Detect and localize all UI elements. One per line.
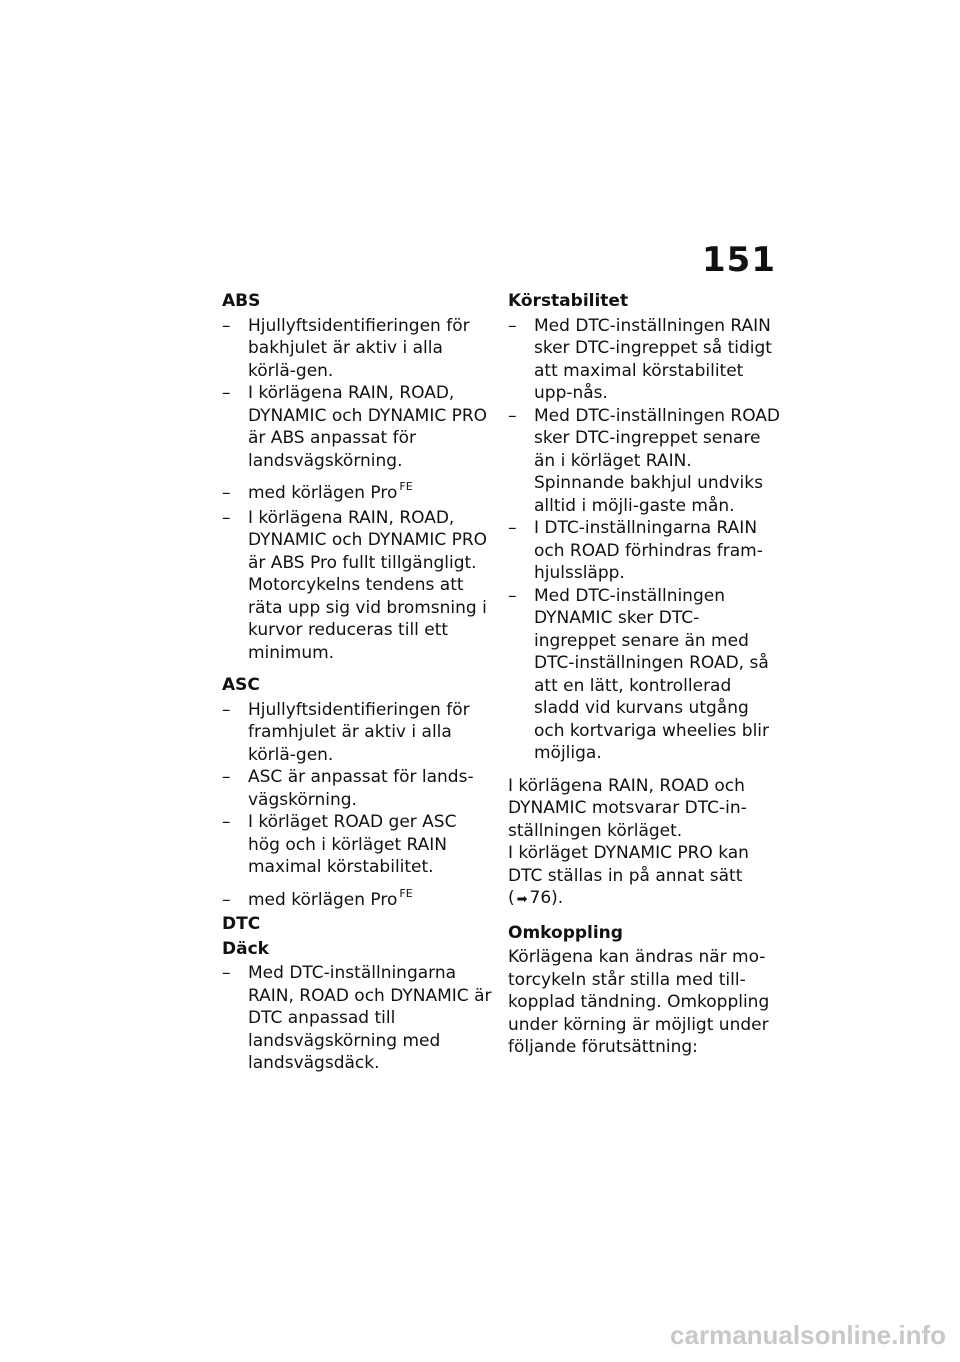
list-item: – Hjullyftsidentifieringen för bakhjulet är aktiv i alla körlä-gen.	[222, 315, 492, 383]
asc-pro-list	[222, 886, 492, 914]
omkoppling-text: Körlägena kan ändras när mo-torcykeln står stilla med till-kopplad tändning. Omkoppling under körning är möjligt under följande förutsättning:	[508, 947, 770, 1057]
paragraph-dtc-mapping: I körlägena RAIN, ROAD och DYNAMIC motsvarar DTC-in-ställningen körläget.	[508, 775, 747, 841]
fe-superscript: FE	[399, 886, 413, 900]
dack-list	[222, 962, 492, 1075]
right-column	[508, 290, 780, 1059]
fe-superscript: FE	[399, 480, 413, 493]
asc-list	[222, 699, 492, 879]
omkoppling-heading: Omkoppling	[508, 922, 623, 943]
abs-pro-label: – med körlägen Pro $^{FE}$	[222, 482, 492, 507]
footer-watermark: carmanualsonline.info	[670, 1320, 946, 1350]
list-item: – Med DTC-inställningen DYNAMIC sker DTC-ingreppet senare än med DTC-inställningen ROAD, så att en lätt, kontrollerad sladd vid kurvans utgång och kortvariga wheelies blir möjliga.	[508, 585, 780, 765]
list-item: – Med DTC-inställningen RAIN sker DTC-ingreppet så tidigt att maximal körstabilitet upp-nås.	[508, 315, 780, 405]
asc-pro-label: – med körlägen Pro $^{FE}$	[222, 889, 492, 914]
asc-heading: ASC	[222, 675, 260, 695]
list-item: – I körlägena RAIN, ROAD, DYNAMIC och DYNAMIC PRO är ABS anpassat för landsvägskörning.	[222, 382, 492, 472]
korstabilitet-heading: Körstabilitet	[508, 291, 629, 311]
page-number: 151	[702, 240, 776, 280]
list-item: – Med DTC-inställningarna RAIN, ROAD och DYNAMIC är DTC anpassad till landsvägskörning med landsvägsdäck.	[222, 962, 492, 1075]
list-item: – I körläget ROAD ger ASC hög och i körläget RAIN maximal körstabilitet.	[222, 811, 492, 879]
abs-heading: ABS	[222, 291, 261, 311]
abs-pro-list	[222, 482, 492, 664]
list-item: – ASC är anpassat för lands-vägskörning.	[222, 766, 492, 811]
list-item: – I DTC-inställningarna RAIN och ROAD förhindras fram-hjulssläpp.	[508, 517, 780, 585]
dtc-heading: DTC	[222, 914, 261, 934]
paragraph-dynamic-pro: I körläget DYNAMIC PRO kan DTC ställas in på annat sätt ( ➡ 76).	[508, 842, 780, 912]
arrow-right-icon: ➡	[516, 892, 528, 907]
abs-list	[222, 315, 492, 473]
korstabilitet-list	[508, 315, 780, 765]
page-reference[interactable]: 76).	[529, 888, 564, 908]
list-item: – Hjullyftsidentifieringen för framhjulet är aktiv i alla körlä-gen.	[222, 699, 492, 767]
list-item: – Med DTC-inställningen ROAD sker DTC-ingreppet senare än i körläget RAIN. Spinnande bakhjul undviks alltid i möjli-gaste mån.	[508, 405, 780, 518]
dack-heading: Däck	[222, 938, 269, 959]
left-column	[222, 290, 492, 1075]
list-item: – I körlägena RAIN, ROAD, DYNAMIC och DYNAMIC PRO är ABS Pro fullt tillgängligt. Motorcykelns tendens att räta upp sig vid bromsning i kurvor reduceras till ett minimum.	[222, 507, 492, 665]
